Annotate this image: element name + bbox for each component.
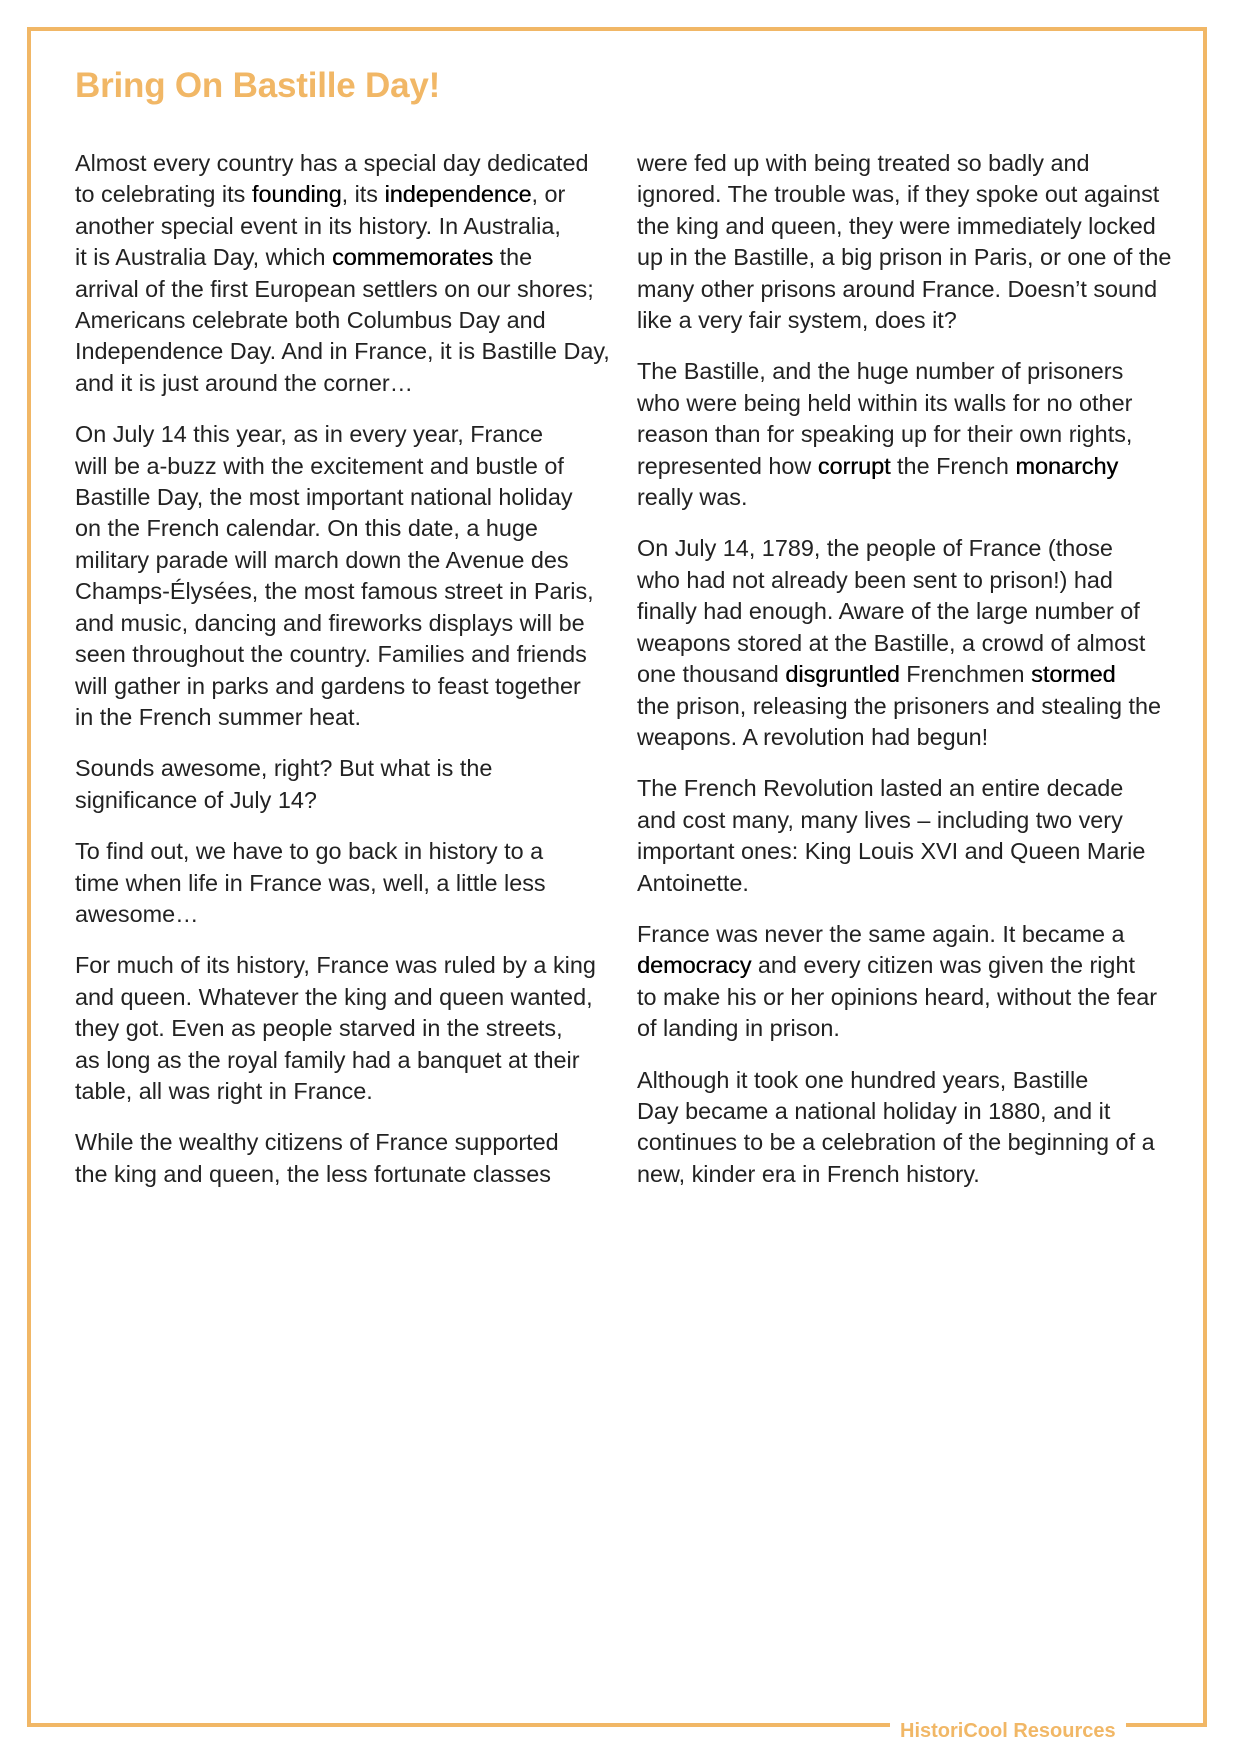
paragraph-text: , its <box>341 181 385 208</box>
paragraph <box>637 1065 1177 1191</box>
paragraph-text: , or another special event in its history. In Australia, it is Australia Day, which <box>75 181 566 271</box>
paragraph-text: To find out, we have to go back in history to a time when life in France was, well, a little less awesome… <box>75 838 546 927</box>
paragraph-text: the arrival of the first European settlers on our shores; Americans celebrate both Columbus Day and Independence Day. And in France, it is Bastille Day, and it is just around the corner… <box>75 244 610 396</box>
paragraph-text: Frenchmen <box>899 661 1032 688</box>
paragraph <box>75 836 615 930</box>
paragraph-text: the prison, releasing the prisoners and stealing the weapons. A revolution had begun! <box>637 692 1162 750</box>
paragraph <box>75 419 615 733</box>
paragraph-text: Sounds awesome, right? But what is the significance of July 14? <box>75 755 493 813</box>
vocab-term: monarchy <box>1015 452 1119 479</box>
paragraph-text: While the wealthy citizens of France supported the king and queen, the less fortunate classes <box>75 1129 559 1187</box>
vocab-term: independence <box>384 181 532 208</box>
paragraph-text: The French Revolution lasted an entire decade and cost many, many lives – including two very important ones: King Louis XVI and Queen Marie Antoinette. <box>637 775 1146 896</box>
paragraph-text: For much of its history, France was ruled by a king and queen. Whatever the king and queen wanted, they got. Even as people starved in the streets, as long as the royal family had a banquet at their table, all was right in France. <box>75 952 596 1104</box>
vocab-term: commemorates <box>331 244 494 271</box>
vocab-term: disgruntled <box>785 661 900 688</box>
left-column <box>75 148 615 1210</box>
paragraph-text: the French <box>890 452 1016 479</box>
paragraph-text: France was never the same again. It became a <box>637 920 1125 947</box>
paragraph-text: were fed up with being treated so badly and ignored. The trouble was, if they spoke out against the king and queen, they were immediately locked up in the Bastille, a big prison in Paris, or one of the many other prisons around France. Doesn’t sound like a very fair system, does it? <box>637 150 1172 334</box>
paragraph <box>637 919 1177 1045</box>
paragraph-text: On July 14, 1789, the people of France (those who had not already been sent to prison!) had finally had enough. Aware of the large number of weapons stored at the Bastille, a crowd of almost one thousand <box>637 535 1146 688</box>
paragraph-text: The Bastille, and the huge number of prisoners who were being held within its walls for no other reason than for speaking up for their own rights, represented how <box>637 358 1133 479</box>
vocab-term: founding <box>251 181 342 208</box>
paragraph <box>637 533 1177 753</box>
paragraph <box>75 753 615 816</box>
paragraph-text: Although it took one hundred years, Bastille Day became a national holiday in 1880, and it continues to be a celebration of the beginning of a new, kinder era in French history. <box>637 1066 1155 1187</box>
paragraph <box>75 148 615 399</box>
paragraph <box>75 1127 615 1190</box>
paragraph <box>637 148 1177 336</box>
vocab-term: corrupt <box>817 452 891 479</box>
vocab-term: democracy <box>637 952 752 979</box>
paragraph <box>637 356 1177 513</box>
paragraph-text: and every citizen was given the right to make his or her opinions heard, without the fear of landing in prison. <box>637 952 1158 1042</box>
paragraph-text: On July 14 this year, as in every year, France will be a-buzz with the excitement and bustle of Bastille Day, the most important national holiday on the French calendar. On this date, a huge military parade will march down the Avenue des Champs-Élysées, the most famous street in Paris, and music, dancing and fireworks displays will be seen throughout the country. Families and friends will gather in parks and gardens to feast together in the French summer heat. <box>75 421 594 730</box>
paragraph <box>75 950 615 1107</box>
right-column <box>637 148 1177 1210</box>
footer-brand: HistoriCool Resources <box>890 1717 1126 1745</box>
paragraph <box>637 773 1177 899</box>
paragraph-text: really was. <box>637 484 748 511</box>
page-title: Bring On Bastille Day! <box>75 66 441 105</box>
paragraph-text: Almost every country has a special day dedicated to celebrating its <box>75 150 589 208</box>
vocab-term: stormed <box>1031 661 1116 688</box>
